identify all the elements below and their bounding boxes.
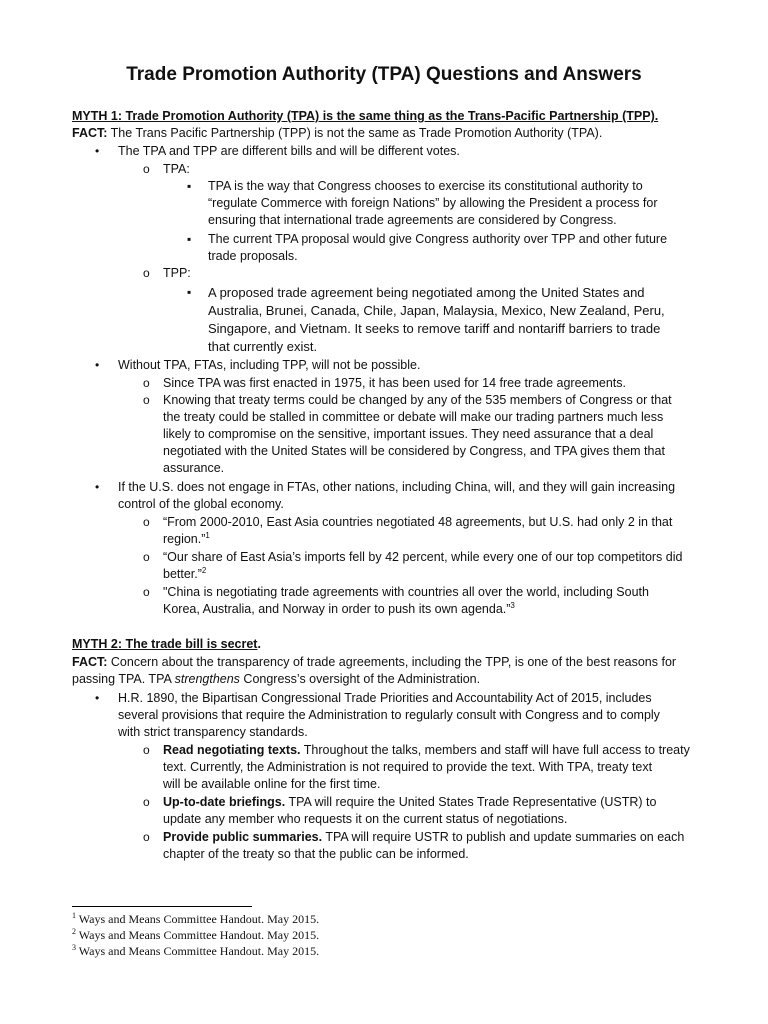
- myth1-bullet3-line2: control of the global economy.: [118, 497, 284, 511]
- circle-marker: o: [143, 266, 150, 280]
- circle-marker: o: [143, 795, 150, 809]
- footnote-divider: [72, 906, 252, 907]
- footnote-2: $^2$ Ways and Means Committee Handout. May 2015.: [72, 927, 320, 942]
- tpp-item1-line2: Australia, Brunei, Canada, Chile, Japan, Malaysia, Mexico, New Zealand, Peru,: [208, 303, 665, 318]
- tpa-item1-line3: ensuring that international trade agreements are considered by Congress.: [208, 213, 617, 227]
- quote1-line2: region.”$^1$: [163, 530, 210, 546]
- circle-marker: o: [143, 743, 150, 757]
- bullet2-sub2-line2: the treaty could be stalled in committee or debate will make our trading partners much less: [163, 410, 664, 424]
- circle-marker: o: [143, 585, 150, 599]
- bullet2-sub2-line4: negotiated with the United States will be considered by Congress, and TPA gives them that: [163, 444, 665, 458]
- bullet2-sub2-line5: assurance.: [163, 461, 225, 475]
- bullet-marker: •: [95, 144, 100, 158]
- quote3-line2: Korea, Australia, and Norway in order to push its own agenda.”$^3$: [163, 600, 515, 616]
- myth2-bullet1-line3: with strict transparency standards.: [118, 725, 308, 739]
- myth2-fact-line1: FACT: Concern about the transparency of trade agreements, including the TPP, is one of the best reasons for: [72, 655, 677, 669]
- circle-marker: o: [143, 376, 150, 390]
- myth2-bullet1-line1: H.R. 1890, the Bipartisan Congressional Trade Priorities and Accountability Act of 2015, includes: [118, 691, 652, 705]
- tpa-item2-line2: trade proposals.: [208, 249, 298, 263]
- provision3-line1: Provide public summaries. TPA will require USTR to publish and update summaries on each: [163, 830, 685, 844]
- provision2-line1: Up-to-date briefings. TPA will require the United States Trade Representative (USTR) to: [163, 795, 657, 809]
- tpa-item1-line1: TPA is the way that Congress chooses to exercise its constitutional authority to: [208, 179, 643, 193]
- tpp-item1-line1: A proposed trade agreement being negotiated among the United States and: [208, 285, 645, 300]
- myth1-fact: [72, 125, 602, 142]
- myth1-heading: MYTH 1: Trade Promotion Authority (TPA) is the same thing as the Trans-Pacific Partnership (TPP).: [72, 109, 659, 123]
- quote1-line1: “From 2000-2010, East Asia countries negotiated 48 agreements, but U.S. had only 2 in that: [163, 515, 673, 529]
- myth2-heading: MYTH 2: The trade bill is secret.: [72, 637, 261, 651]
- fact-label: FACT:: [72, 126, 108, 140]
- tpa-item2-line1: The current TPA proposal would give Congress authority over TPP and other future: [208, 232, 668, 246]
- circle-marker: o: [143, 162, 150, 176]
- footnote-ref: 3: [510, 600, 515, 610]
- tpa-label: TPA:: [163, 162, 190, 176]
- fact-text: The Trans Pacific Partnership (TPP) is not the same as Trade Promotion Authority (TPA).: [107, 126, 603, 140]
- provision3-line2: chapter of the treaty so that the public can be informed.: [163, 847, 469, 861]
- myth2-fact-line2: passing TPA. TPA strengthens Congress’s oversight of the Administration.: [72, 672, 481, 686]
- square-marker: ▪: [187, 232, 192, 246]
- quote2-line1: “Our share of East Asia’s imports fell by 42 percent, while every one of our top competitors did: [163, 550, 683, 564]
- bullet-marker: •: [95, 358, 100, 372]
- tpa-item1-line2: “regulate Commerce with foreign Nations” by allowing the President a process for: [208, 196, 658, 210]
- bullet-marker: •: [95, 480, 100, 494]
- footnote-ref: 2: [201, 565, 207, 575]
- square-marker: ▪: [187, 285, 192, 299]
- provision1-line1: Read negotiating texts. Throughout the talks, members and staff will have full access to treaty: [163, 743, 690, 757]
- footnote-1: $^1$ Ways and Means Committee Handout. May 2015.: [72, 911, 320, 926]
- quote3-line1: "China is negotiating trade agreements with countries all over the world, including South: [163, 585, 649, 599]
- provision1-line3: will be available online for the first time.: [163, 777, 381, 791]
- tpp-item1-line4: that currently exist.: [208, 339, 318, 354]
- tpp-item1-line3: Singapore, and Vietnam. It seeks to remove tariff and nontariff barriers to trade: [208, 321, 661, 336]
- tpp-label: TPP:: [163, 266, 191, 280]
- bullet2-sub1: Since TPA was first enacted in 1975, it has been used for 14 free trade agreements.: [163, 376, 627, 390]
- footnote-ref: 1: [205, 530, 210, 540]
- circle-marker: o: [143, 550, 150, 564]
- myth1-bullet3-line1: If the U.S. does not engage in FTAs, other nations, including China, will, and they will gain increasing: [118, 480, 676, 494]
- footnote-3: $^3$ Ways and Means Committee Handout. May 2015.: [72, 943, 320, 958]
- document-title: Trade Promotion Authority (TPA) Questions and Answers: [126, 64, 642, 85]
- fact-label: FACT:: [72, 655, 108, 669]
- provision1-line2: text. Currently, the Administration is not required to provide the text. With TPA, treaty text: [163, 760, 653, 774]
- provision2-line2: update any member who requests it on the current status of negotiations.: [163, 812, 568, 826]
- bullet2-sub2-line3: likely to compromise on the sensitive, important issues. They need assurance that a deal: [163, 427, 654, 441]
- myth2-bullet1-line2: several provisions that require the Administration to regularly consult with Congress and to comply: [118, 708, 660, 722]
- circle-marker: o: [143, 830, 150, 844]
- bullet2-sub2-line1: Knowing that treaty terms could be changed by any of the 535 members of Congress or that: [163, 393, 672, 407]
- circle-marker: o: [143, 393, 150, 407]
- circle-marker: o: [143, 515, 150, 529]
- myth1-bullet1: The TPA and TPP are different bills and will be different votes.: [118, 144, 460, 158]
- square-marker: ▪: [187, 179, 192, 193]
- quote2-line2: better.”$^2$: [163, 565, 207, 581]
- bullet-marker: •: [95, 691, 100, 705]
- myth1-bullet2: Without TPA, FTAs, including TPP, will not be possible.: [118, 358, 421, 372]
